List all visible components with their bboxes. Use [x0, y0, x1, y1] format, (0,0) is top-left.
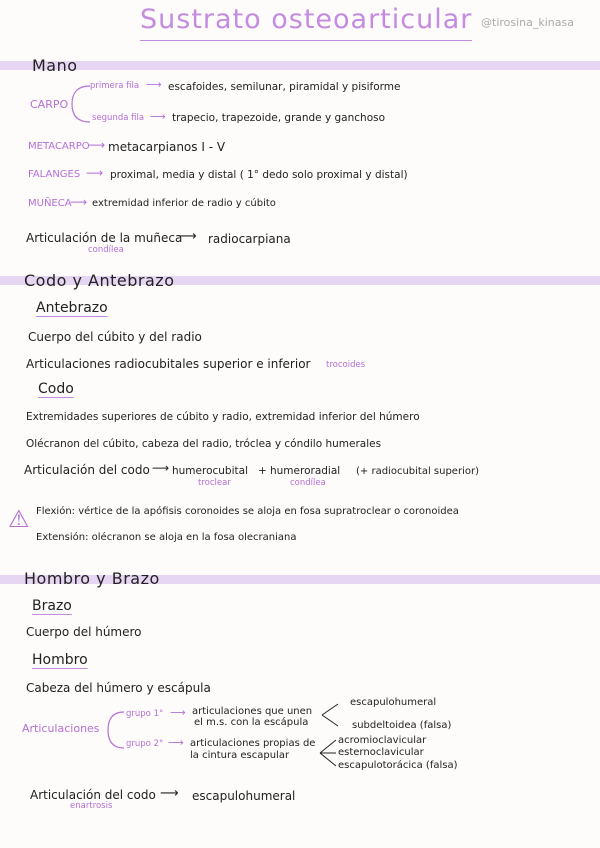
grupo2-item-2: esternoclavicular — [338, 747, 424, 758]
arrow-grupo2: ⟶ — [168, 736, 184, 749]
note-condilea: condílea — [290, 478, 326, 488]
grupo2-item-3: escapulotorácica (falsa) — [338, 760, 458, 771]
antebrazo-line2: Articulaciones radiocubitales superior e inferior — [26, 357, 311, 371]
articulacion-muneca-note: condílea — [88, 245, 124, 255]
metacarpo-text: metacarpianos I - V — [108, 140, 226, 154]
arrow-articulacion-muneca: ⟶ — [178, 229, 197, 244]
falanges-label: FALANGES — [28, 169, 81, 180]
grupo2-desc-line1: articulaciones propias de — [190, 738, 316, 749]
articulacion-hombro-note: enartrosis — [70, 801, 113, 811]
muneca-label: MUÑECA — [28, 198, 72, 209]
arrow-muneca: ⟶ — [70, 195, 88, 209]
author-handle: @tirosina_kinasa — [481, 16, 574, 29]
arrow-falanges: ⟶ — [86, 166, 104, 180]
grupo1-item-2: subdeltoidea (falsa) — [352, 720, 452, 731]
antebrazo-line1: Cuerpo del cúbito y del radio — [28, 330, 202, 344]
segunda-fila-label: segunda fila — [92, 113, 145, 123]
primera-fila-label: primera fila — [90, 81, 140, 91]
grupo2-brace — [316, 736, 340, 770]
muneca-text: extremidad inferior de radio y cúbito — [92, 198, 276, 209]
metacarpo-label: METACARPO — [28, 141, 90, 152]
note-troclear: troclear — [198, 478, 231, 488]
brazo-line: Cuerpo del húmero — [26, 625, 142, 639]
codo-line1: Extremidades superiores de cúbito y radio, extremidad inferior del húmero — [26, 411, 420, 423]
arrow-grupo1: ⟶ — [170, 706, 186, 719]
arrow-primera-fila: ⟶ — [146, 78, 162, 91]
hombro-heading: Hombro — [32, 652, 88, 668]
articulacion-muneca-value: radiocarpiana — [208, 232, 291, 246]
grupo2-desc-line2: la cintura escapular — [190, 750, 290, 761]
section-heading-codo: Codo y Antebrazo — [24, 271, 175, 290]
arrow-articulacion-hombro: ⟶ — [160, 786, 179, 801]
articulacion-hombro-label: Articulación del codo — [30, 788, 156, 802]
grupo1-item-1: escapulohumeral — [350, 697, 437, 708]
articulaciones-label: Articulaciones — [22, 722, 100, 735]
articulacion-hombro-value: escapulohumeral — [192, 789, 296, 803]
brazo-heading: Brazo — [32, 598, 72, 614]
grupo2-label: grupo 2° — [126, 739, 164, 749]
arrow-segunda-fila: ⟶ — [150, 110, 166, 123]
hombro-line: Cabeza del húmero y escápula — [26, 681, 211, 695]
falanges-text: proximal, media y distal ( 1° dedo solo proximal y distal) — [110, 169, 408, 181]
segunda-fila-text: trapecio, trapezoide, grande y ganchoso — [172, 112, 386, 124]
grupo1-brace — [318, 700, 346, 730]
art-plus: + — [258, 465, 267, 477]
grupo2-item-1: acromioclavicular — [338, 735, 427, 746]
extension-text: Extensión: olécranon se aloja en la fosa olecraniana — [36, 532, 297, 543]
arrow-metacarpo: ⟶ — [88, 138, 106, 152]
section-heading-hombro: Hombro y Brazo — [24, 569, 160, 588]
art-extra: (+ radiocubital superior) — [356, 466, 479, 477]
carpo-brace — [66, 82, 92, 126]
grupo1-desc-line2: el m.s. con la escápula — [194, 717, 309, 728]
antebrazo-heading: Antebrazo — [36, 300, 108, 316]
carpo-label: CARPO — [30, 98, 69, 111]
section-heading-mano: Mano — [32, 56, 78, 75]
flexion-text: Flexión: vértice de la apófisis coronoides se aloja en fosa supratroclear o coronoidea — [36, 506, 459, 517]
page-title: Sustrato osteoarticular — [140, 4, 473, 35]
section-band-mano — [0, 61, 600, 70]
grupo1-desc-line1: articulaciones que unen — [192, 706, 313, 717]
art-humeroradial: humeroradial — [270, 465, 341, 477]
grupo1-label: grupo 1° — [126, 709, 164, 719]
articulacion-codo-label: Articulación del codo — [24, 463, 150, 477]
antebrazo-note: trocoides — [326, 360, 366, 370]
arrow-articulacion-codo: ⟶ — [152, 461, 170, 475]
codo-line2: Olécranon del cúbito, cabeza del radio, tróclea y cóndilo humerales — [26, 438, 382, 450]
art-humerocubital: humerocubital — [172, 465, 248, 477]
codo-heading: Codo — [38, 381, 74, 397]
articulacion-muneca-label: Articulación de la muñeca — [26, 231, 183, 245]
primera-fila-text: escafoides, semilunar, piramidal y pisiforme — [168, 81, 401, 93]
title-underline — [140, 40, 472, 41]
articulaciones-brace — [104, 708, 126, 752]
warning-icon: ⚠ — [8, 505, 30, 533]
